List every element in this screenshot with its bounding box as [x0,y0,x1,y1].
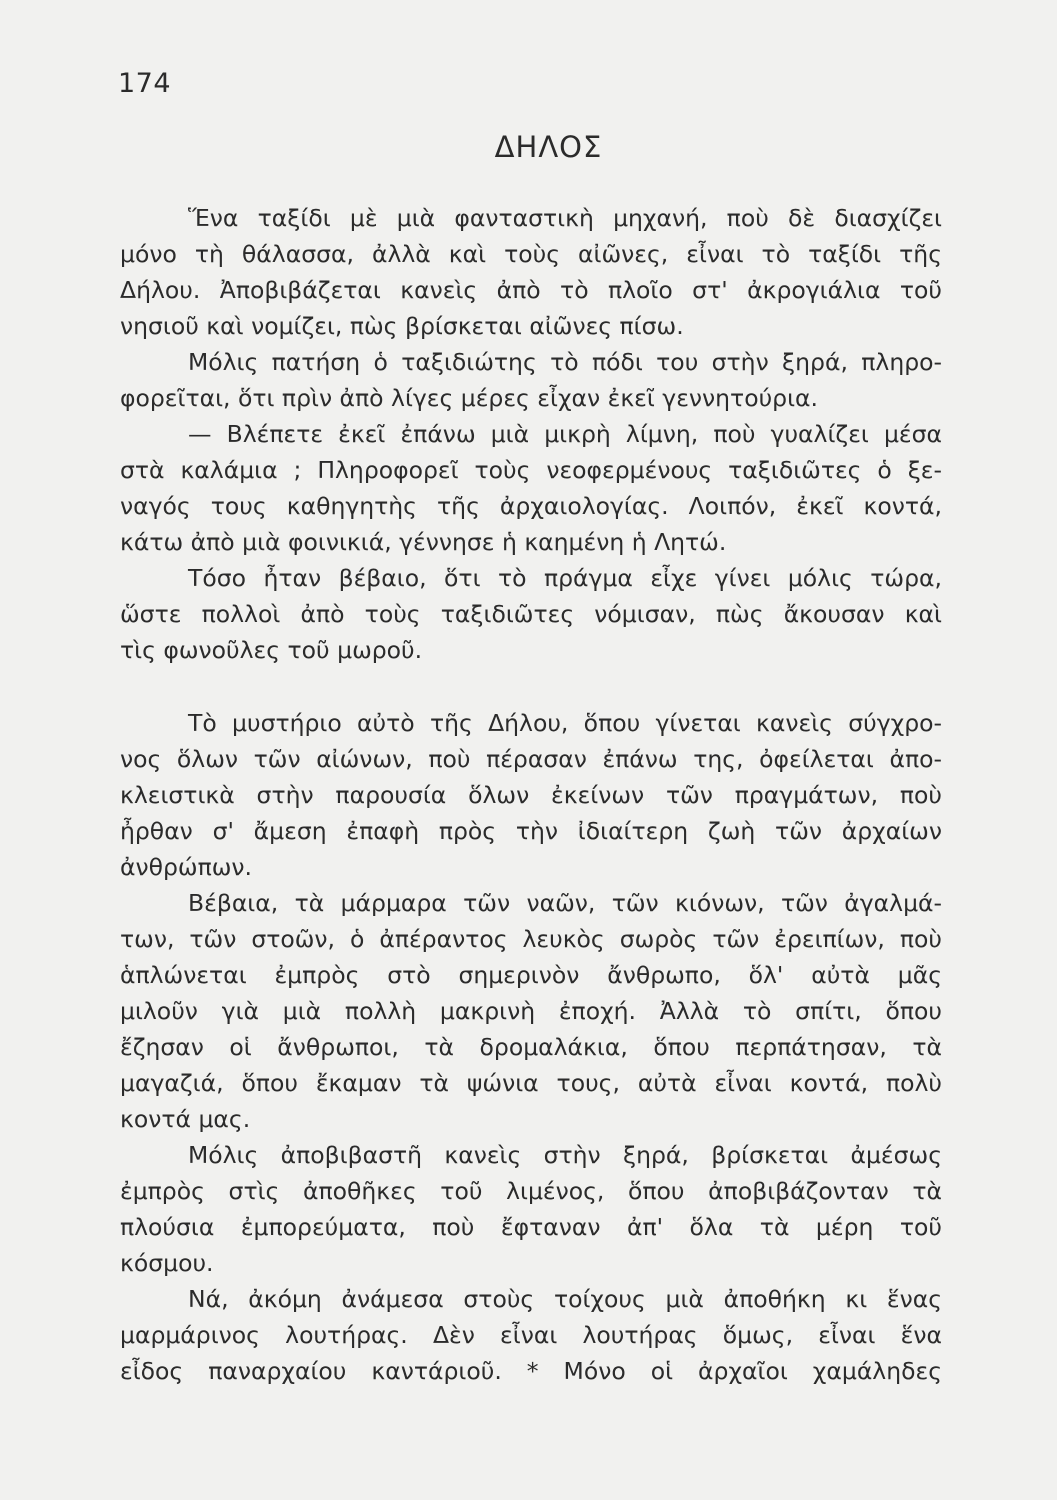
text-line: Τὸ μυστήριο αὐτὸ τῆς Δήλου, ὅπου γίνεται κανεὶς σύγχρο- [188,709,942,737]
text-line: μαρμάρινος λουτήρας. Δὲν εἶναι λουτήρας ὅμως, εἶναι ἕνα [120,1321,942,1349]
paragraph [120,885,942,1137]
body-text [120,200,942,1389]
text-line: Βέβαια, τὰ μάρμαρα τῶν ναῶν, τῶν κιόνων, τῶν ἀγαλμά- [188,889,942,917]
chapter-title: ΔΗΛΟΣ [494,130,603,164]
text-line: μιλοῦν γιὰ μιὰ πολλὴ μακρινὴ ἐποχή. Ἀλλὰ τὸ σπίτι, ὅπου [120,997,942,1025]
text-line: μαγαζιά, ὅπου ἔκαμαν τὰ ψώνια τους, αὐτὰ εἶναι κοντά, πολὺ [120,1069,942,1097]
paragraph [120,1281,942,1389]
text-line: κόσμου. [120,1249,214,1277]
text-line: Ἕνα ταξίδι μὲ μιὰ φανταστικὴ μηχανή, ποὺ δὲ διασχίζει [188,204,942,232]
text-line: στὰ καλάμια ; Πληροφορεῖ τοὺς νεοφερμένους ταξιδιῶτες ὁ ξε- [120,456,942,484]
text-line: νος ὅλων τῶν αἰώνων, ποὺ πέρασαν ἐπάνω της, ὀφείλεται ἀπο- [120,745,942,773]
text-line: φορεῖται, ὅτι πρὶν ἀπὸ λίγες μέρες εἶχαν ἐκεῖ γεννητούρια. [120,384,819,412]
text-line: Νά, ἀκόμη ἀνάμεσα στοὺς τοίχους μιὰ ἀποθήκη κι ἕνας [188,1285,942,1313]
text-line: εἶδος παναρχαίου καντάριοῦ. * Μόνο οἱ ἀρχαῖοι χαμάληδες [120,1357,942,1385]
text-line: ὥστε πολλοὶ ἀπὸ τοὺς ταξιδιῶτες νόμισαν, πὼς ἄκουσαν καὶ [120,600,942,628]
text-line: Τόσο ἦταν βέβαιο, ὅτι τὸ πράγμα εἶχε γίνει μόλις τώρα, [188,564,942,592]
text-line: ἀνθρώπων. [120,853,253,881]
text-line: Δήλου. Ἀποβιβάζεται κανεὶς ἀπὸ τὸ πλοῖο στ' ἀκρογιάλια τοῦ [120,276,942,304]
text-line: ἐμπρὸς στὶς ἀποθῆκες τοῦ λιμένος, ὅπου ἀποβιβάζονταν τὰ [120,1177,942,1205]
text-line: νησιοῦ καὶ νομίζει, πὼς βρίσκεται αἰῶνες πίσω. [120,312,684,340]
paragraph [120,1137,942,1281]
paragraph [120,560,942,668]
paragraph [120,416,942,560]
page-number: 174 [118,68,172,99]
paragraph-gap [120,668,942,705]
text-line: ἔζησαν οἱ ἄνθρωποι, τὰ δρομαλάκια, ὅπου περπάτησαν, τὰ [120,1033,942,1061]
text-line: ἁπλώνεται ἐμπρὸς στὸ σημερινὸν ἄνθρωπο, ὅλ' αὐτὰ μᾶς [120,961,942,989]
paragraph [120,344,942,416]
text-line: ναγός τους καθηγητὴς τῆς ἀρχαιολογίας. Λοιπόν, ἐκεῖ κοντά, [120,492,942,520]
text-line: Μόλις ἀποβιβαστῆ κανεὶς στὴν ξηρά, βρίσκεται ἀμέσως [188,1141,942,1169]
text-line: κοντά μας. [120,1105,251,1133]
paragraph [120,705,942,885]
text-line: Μόλις πατήση ὁ ταξιδιώτης τὸ πόδι του στὴν ξηρά, πληρο- [188,348,942,376]
text-line: τὶς φωνοῦλες τοῦ μωροῦ. [120,636,423,664]
text-line: — Βλέπετε ἐκεῖ ἐπάνω μιὰ μικρὴ λίμνη, ποὺ γυαλίζει μέσα [188,420,942,448]
text-line: των, τῶν στοῶν, ὁ ἀπέραντος λευκὸς σωρὸς τῶν ἐρειπίων, ποὺ [120,925,942,953]
text-line: πλούσια ἐμπορεύματα, ποὺ ἔφταναν ἀπ' ὅλα τὰ μέρη τοῦ [120,1213,942,1241]
paragraph [120,200,942,344]
text-line: κλειστικὰ στὴν παρουσία ὅλων ἐκείνων τῶν πραγμάτων, ποὺ [120,781,942,809]
text-line: κάτω ἀπὸ μιὰ φοινικιά, γέννησε ἡ καημένη ἡ Λητώ. [120,528,727,556]
text-line: ἦρθαν σ' ἄμεση ἐπαφὴ πρὸς τὴν ἰδιαίτερη ζωὴ τῶν ἀρχαίων [120,817,942,845]
text-line: μόνο τὴ θάλασσα, ἀλλὰ καὶ τοὺς αἰῶνες, εἶναι τὸ ταξίδι τῆς [120,240,942,268]
